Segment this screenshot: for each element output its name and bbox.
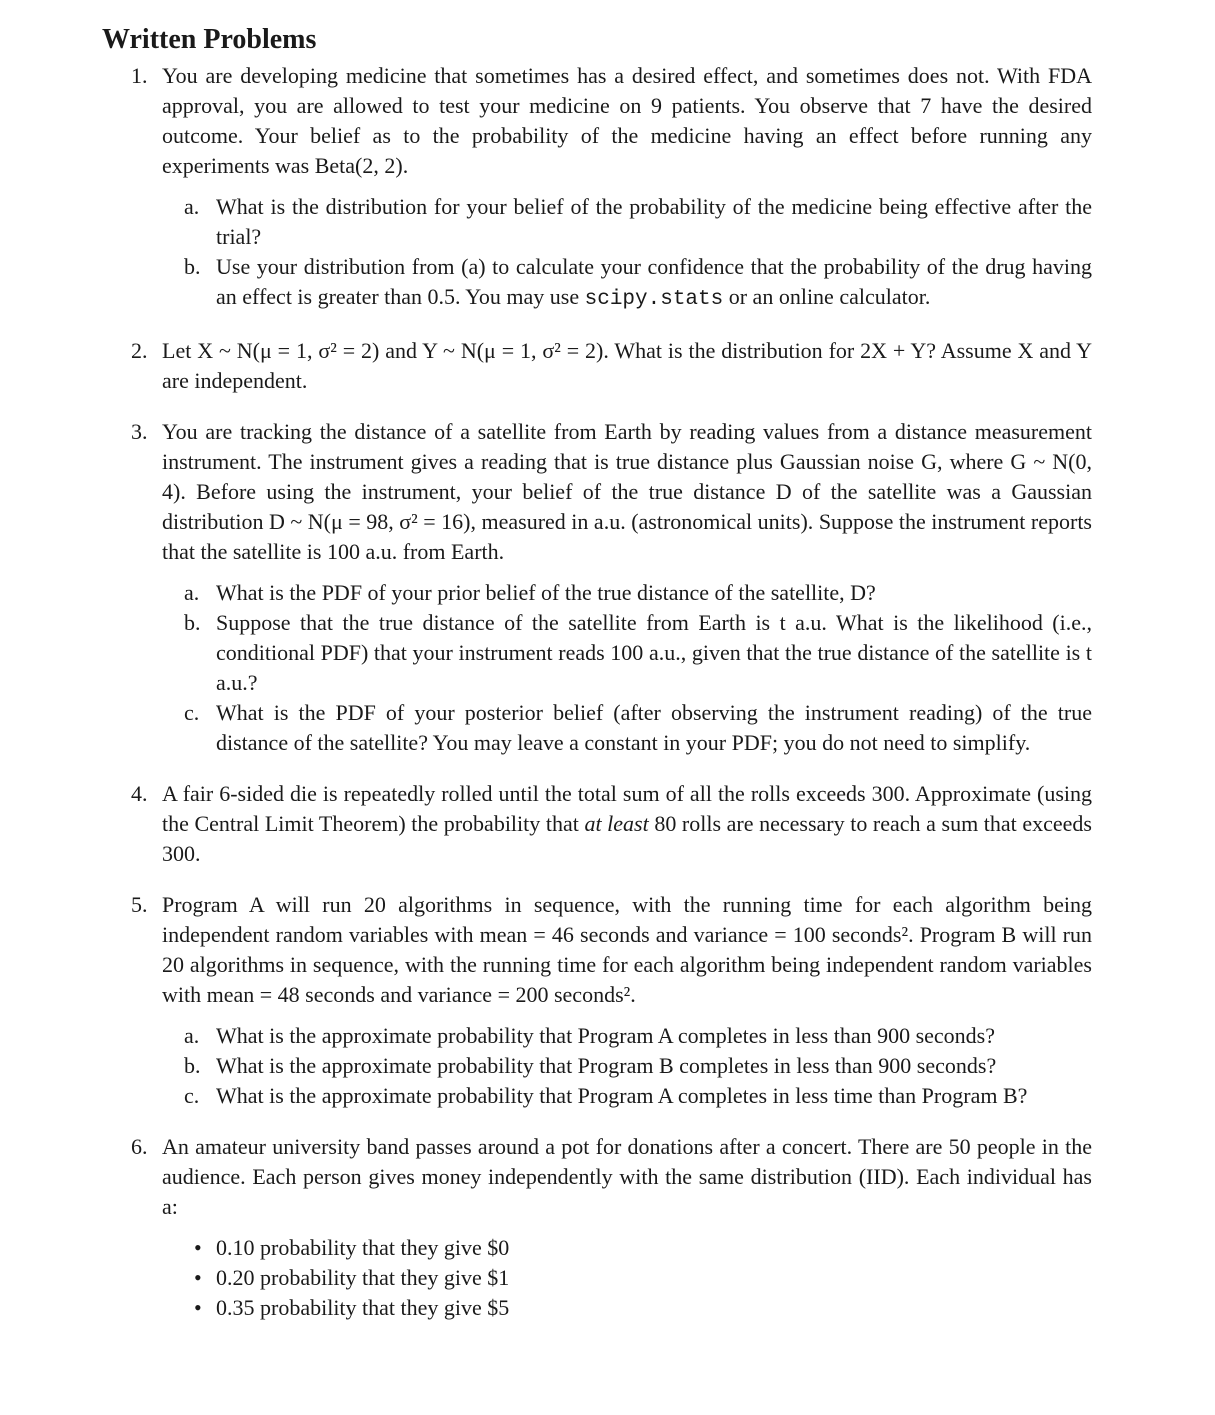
problem-1 xyxy=(131,61,1092,181)
problem-number: 5. xyxy=(131,892,148,917)
list-item xyxy=(194,1263,1092,1293)
problem-text-before: A fair 6-sided die is repeatedly rolled until the total sum of all the rolls exceeds 300. Approximate (using the Central Limit Theorem) the probability that xyxy=(162,781,1092,836)
problem-text-after: 80 rolls are necessary to reach a sum that exceeds 300. xyxy=(162,811,1092,866)
part-label: a. xyxy=(184,194,200,219)
part-text: What is the PDF of your posterior belief (after observing the instrument reading) of the true distance of the satellite? You may leave a constant in your PDF; you do not need to simplify. xyxy=(216,700,1092,755)
bullet-text: 0.10 probability that they give $0 xyxy=(216,1235,510,1260)
list-item xyxy=(194,1293,1092,1323)
problem-5-part-c xyxy=(184,1081,1092,1111)
problem-1-part-a xyxy=(184,192,1092,252)
part-label: a. xyxy=(184,580,200,605)
problem-text xyxy=(162,779,1092,869)
list-item xyxy=(194,1233,1092,1263)
problem-text: An amateur university band passes around a pot for donations after a concert. There are 50 people in the audience. Each person gives money independently with the same distribution (IID). Each individual has a: xyxy=(162,1134,1092,1219)
part-text: What is the approximate probability that Program B completes in less than 900 seconds? xyxy=(216,1053,997,1078)
problem-5-part-a xyxy=(184,1021,1092,1051)
part-text: What is the approximate probability that Program A completes in less than 900 seconds? xyxy=(216,1023,996,1048)
part-label: b. xyxy=(184,1053,201,1078)
part-label: b. xyxy=(184,254,201,279)
part-text: Suppose that the true distance of the satellite from Earth is t a.u. What is the likelihood (i.e., conditional PDF) that your instrument reads 100 a.u., given that the true distance of the satellite is t a.u.? xyxy=(216,610,1092,695)
problem-number: 2. xyxy=(131,338,148,363)
part-label: a. xyxy=(184,1023,200,1048)
bullet-icon: • xyxy=(194,1265,202,1290)
problem-number: 4. xyxy=(131,781,148,806)
page-title: Written Problems xyxy=(102,24,317,55)
bullet-icon: • xyxy=(194,1295,202,1320)
problem-number: 6. xyxy=(131,1134,148,1159)
part-text: What is the distribution for your belief of the probability of the medicine being effective after the trial? xyxy=(216,194,1092,249)
bullet-text: 0.20 probability that they give $1 xyxy=(216,1265,510,1290)
problem-text: You are developing medicine that sometimes has a desired effect, and sometimes does not. With FDA approval, you are allowed to test your medicine on 9 patients. You observe that 7 have the desired outcome. Your belief as to the probability of the medicine having an effect before running any experiments was Beta(2, 2). xyxy=(162,63,1092,178)
emphasis-text: at least xyxy=(584,811,649,836)
problem-6 xyxy=(131,1132,1092,1222)
problem-number: 3. xyxy=(131,419,148,444)
bullet-icon: • xyxy=(194,1235,202,1260)
part-label: b. xyxy=(184,610,201,635)
problem-5-part-b xyxy=(184,1051,1092,1081)
problem-3-part-b xyxy=(184,608,1092,698)
part-label: c. xyxy=(184,700,200,725)
problem-3-part-a xyxy=(184,578,1092,608)
part-text: What is the PDF of your prior belief of the true distance of the satellite, D? xyxy=(216,580,876,605)
problem-5 xyxy=(131,890,1092,1010)
problem-1-part-b xyxy=(184,252,1092,315)
problem-2 xyxy=(131,336,1092,396)
part-text: What is the approximate probability that Program A completes in less time than Program B? xyxy=(216,1083,1028,1108)
problem-text: Let X ~ N(μ = 1, σ² = 2) and Y ~ N(μ = 1, σ² = 2). What is the distribution for 2X + Y? Assume X and Y are independent. xyxy=(162,338,1092,393)
part-label: c. xyxy=(184,1083,200,1108)
part-text-after: or an online calculator. xyxy=(723,284,931,309)
problem-4 xyxy=(131,779,1092,869)
problem-3-part-c xyxy=(184,698,1092,758)
part-text-before: Use your distribution from (a) to calculate your confidence that the probability of the drug having an effect is greater than 0.5. You may use xyxy=(216,254,1092,309)
code-snippet: scipy.stats xyxy=(584,288,724,311)
document-page xyxy=(102,22,1092,1323)
problem-text: Program A will run 20 algorithms in sequence, with the running time for each algorithm being independent random variables with mean = 46 seconds and variance = 100 seconds². Program B will run 20 algorithms in sequence, with the running time for each algorithm being independent random variables with mean = 48 seconds and variance = 200 seconds². xyxy=(162,892,1092,1007)
problem-text: You are tracking the distance of a satellite from Earth by reading values from a distance measurement instrument. The instrument gives a reading that is true distance plus Gaussian noise G, where G ~ N(0, 4). Before using the instrument, your belief of the true distance D of the satellite was a Gaussian distribution D ~ N(μ = 98, σ² = 16), measured in a.u. (astronomical units). Suppose the instrument reports that the satellite is 100 a.u. from Earth. xyxy=(162,419,1092,564)
problem-3 xyxy=(131,417,1092,567)
problem-number: 1. xyxy=(131,63,148,88)
bullet-text: 0.35 probability that they give $5 xyxy=(216,1295,510,1320)
